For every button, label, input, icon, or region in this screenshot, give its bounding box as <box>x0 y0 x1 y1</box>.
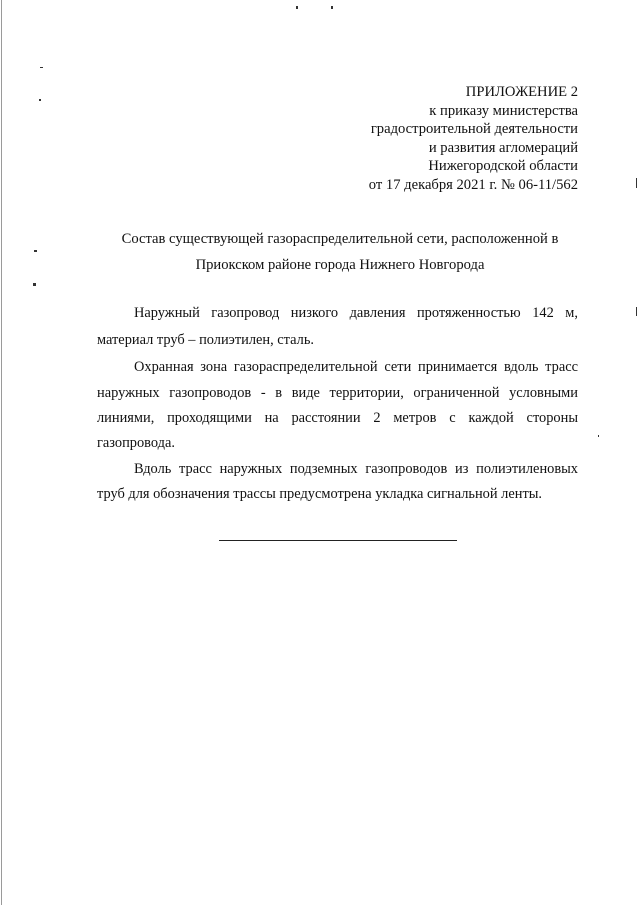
paragraph-1-line: материал труб – полиэтилен, сталь. <box>97 332 315 348</box>
paragraph-3-line: труб для обозначения трассы предусмотрена укладка сигнальной ленты. <box>97 486 543 502</box>
scan-speck <box>39 99 41 101</box>
document-title-line2: Приокском районе города Нижнего Новгорода <box>195 257 485 273</box>
scan-speck <box>636 178 637 188</box>
appendix-order-ref: к приказу министерства <box>429 102 578 119</box>
scan-speck <box>33 283 36 286</box>
paragraph-2-line: наружных газопроводов - в виде территории, ограниченной условными <box>97 385 578 401</box>
scan-edge <box>1 0 2 905</box>
appendix-header <box>258 83 578 194</box>
appendix-region: Нижегородской области <box>428 158 578 174</box>
scan-speck <box>331 6 333 9</box>
scan-speck <box>34 250 37 252</box>
appendix-number: ПРИЛОЖЕНИЕ 2 <box>465 84 578 100</box>
document-title-line1: Состав существующей газораспределительной сети, расположенной в <box>121 231 559 247</box>
scan-speck <box>598 435 599 437</box>
appendix-ministry-line1: градостроительной деятельности <box>370 121 578 137</box>
paragraph-2-line: линиями, проходящими на расстоянии 2 метров с каждой стороны <box>97 410 578 426</box>
scan-speck <box>296 6 298 9</box>
scan-speck <box>636 307 637 316</box>
appendix-date-number: от 17 декабря 2021 г. № 06-11/562 <box>368 176 578 193</box>
end-separator-line <box>219 540 457 541</box>
paragraph-3-line: Вдоль трасс наружных подземных газопроводов из полиэтиленовых <box>134 461 578 477</box>
scan-speck <box>40 67 43 68</box>
paragraph-2-line: Охранная зона газораспределительной сети принимается вдоль трасс <box>134 359 578 375</box>
appendix-ministry-line2: и развития агломераций <box>428 139 578 156</box>
paragraph-2-line: газопровода. <box>97 435 175 451</box>
paragraph-1-line: Наружный газопровод низкого давления протяженностью 142 м, <box>134 305 578 321</box>
